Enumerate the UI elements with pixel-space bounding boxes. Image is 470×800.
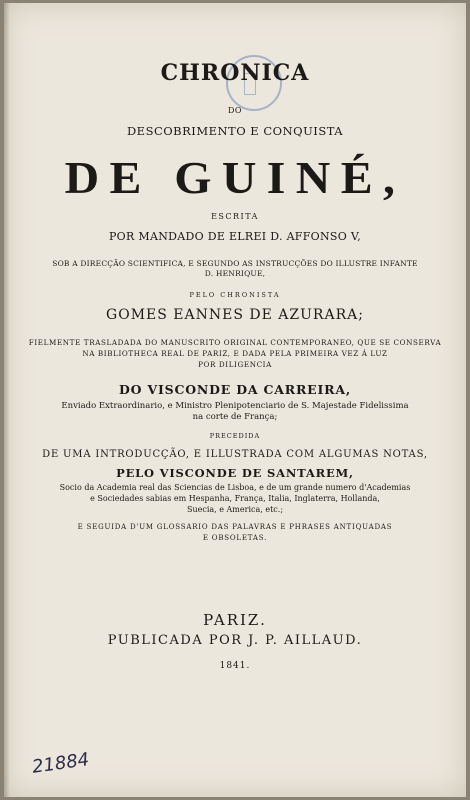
socio-line-1: Socio da Academia real das Sciencias de Lisboa, e de um grande numero d'Academias [59,483,411,492]
fielmente-line-2: NA BIBLIOTHECA REAL DE PARIZ, E DADA PELA PRIMEIRA VEZ Á LUZ [82,349,388,358]
introducao-line: DE UMA INTRODUCÇÃO, E ILLUSTRADA COM ALGUMAS NOTAS, [42,449,428,460]
pelo-chronista-label: PELO CHRONISTA [189,291,281,299]
imprint-year: 1841. [219,661,251,671]
socio-line-3: Suecia, e America, etc.; [186,505,284,514]
fielmente-line-3: POR DILIGENCIA [198,360,272,369]
author-name: GOMES EANNES DE AZURARA; [106,307,364,323]
book-subtitle: DESCOBRIMENTO E CONQUISTA [126,124,344,138]
direccao-line-1: SOB A DIRECÇÃO SCIENTIFICA, E SEGUNDO AS INSTRUCÇÕES DO ILLUSTRE INFANTE [52,259,418,268]
page-edge-shadow [4,3,10,797]
main-title: DE GUINÉ, [64,152,406,203]
title-connector: DO [228,106,242,115]
imprint-city: PARIZ. [203,611,267,629]
title-page [4,3,466,797]
editor-carreira: DO VISCONDE DA CARREIRA, [119,382,351,397]
socio-line-2: e Sociedades sabias em Hespanha, França, Italia, Inglaterra, Hollanda, [90,494,380,503]
handwritten-shelf-number: 21884 [30,749,91,778]
mandado-line: POR MANDADO DE ELREI D. AFFONSO V, [108,230,361,243]
book-title: CHRONICA [160,60,310,86]
editor-santarem: PELO VISCONDE DE SANTAREM, [116,466,354,480]
enviado-line-2: na corte de França; [192,412,278,422]
escrita-label: ESCRITA [211,212,259,221]
fielmente-line-1: FIELMENTE TRASLADADA DO MANUSCRITO ORIGINAL CONTEMPORANEO, QUE SE CONSERVA [28,338,442,347]
direccao-line-2: D. HENRIQUE, [204,269,266,278]
glossario-line-2: E OBSOLETAS. [202,534,268,542]
enviado-line-1: Enviado Extraordinario, e Ministro Plenipotenciario de S. Majestade Fidelissima [61,401,409,411]
imprint-publisher: PUBLICADA POR J. P. AILLAUD. [107,633,363,648]
precedida-label: PRECEDIDA [209,432,261,440]
glossario-line-1: E SEGUIDA D'UM GLOSSARIO DAS PALAVRAS E PHRASES ANTIQUADAS [77,523,393,531]
